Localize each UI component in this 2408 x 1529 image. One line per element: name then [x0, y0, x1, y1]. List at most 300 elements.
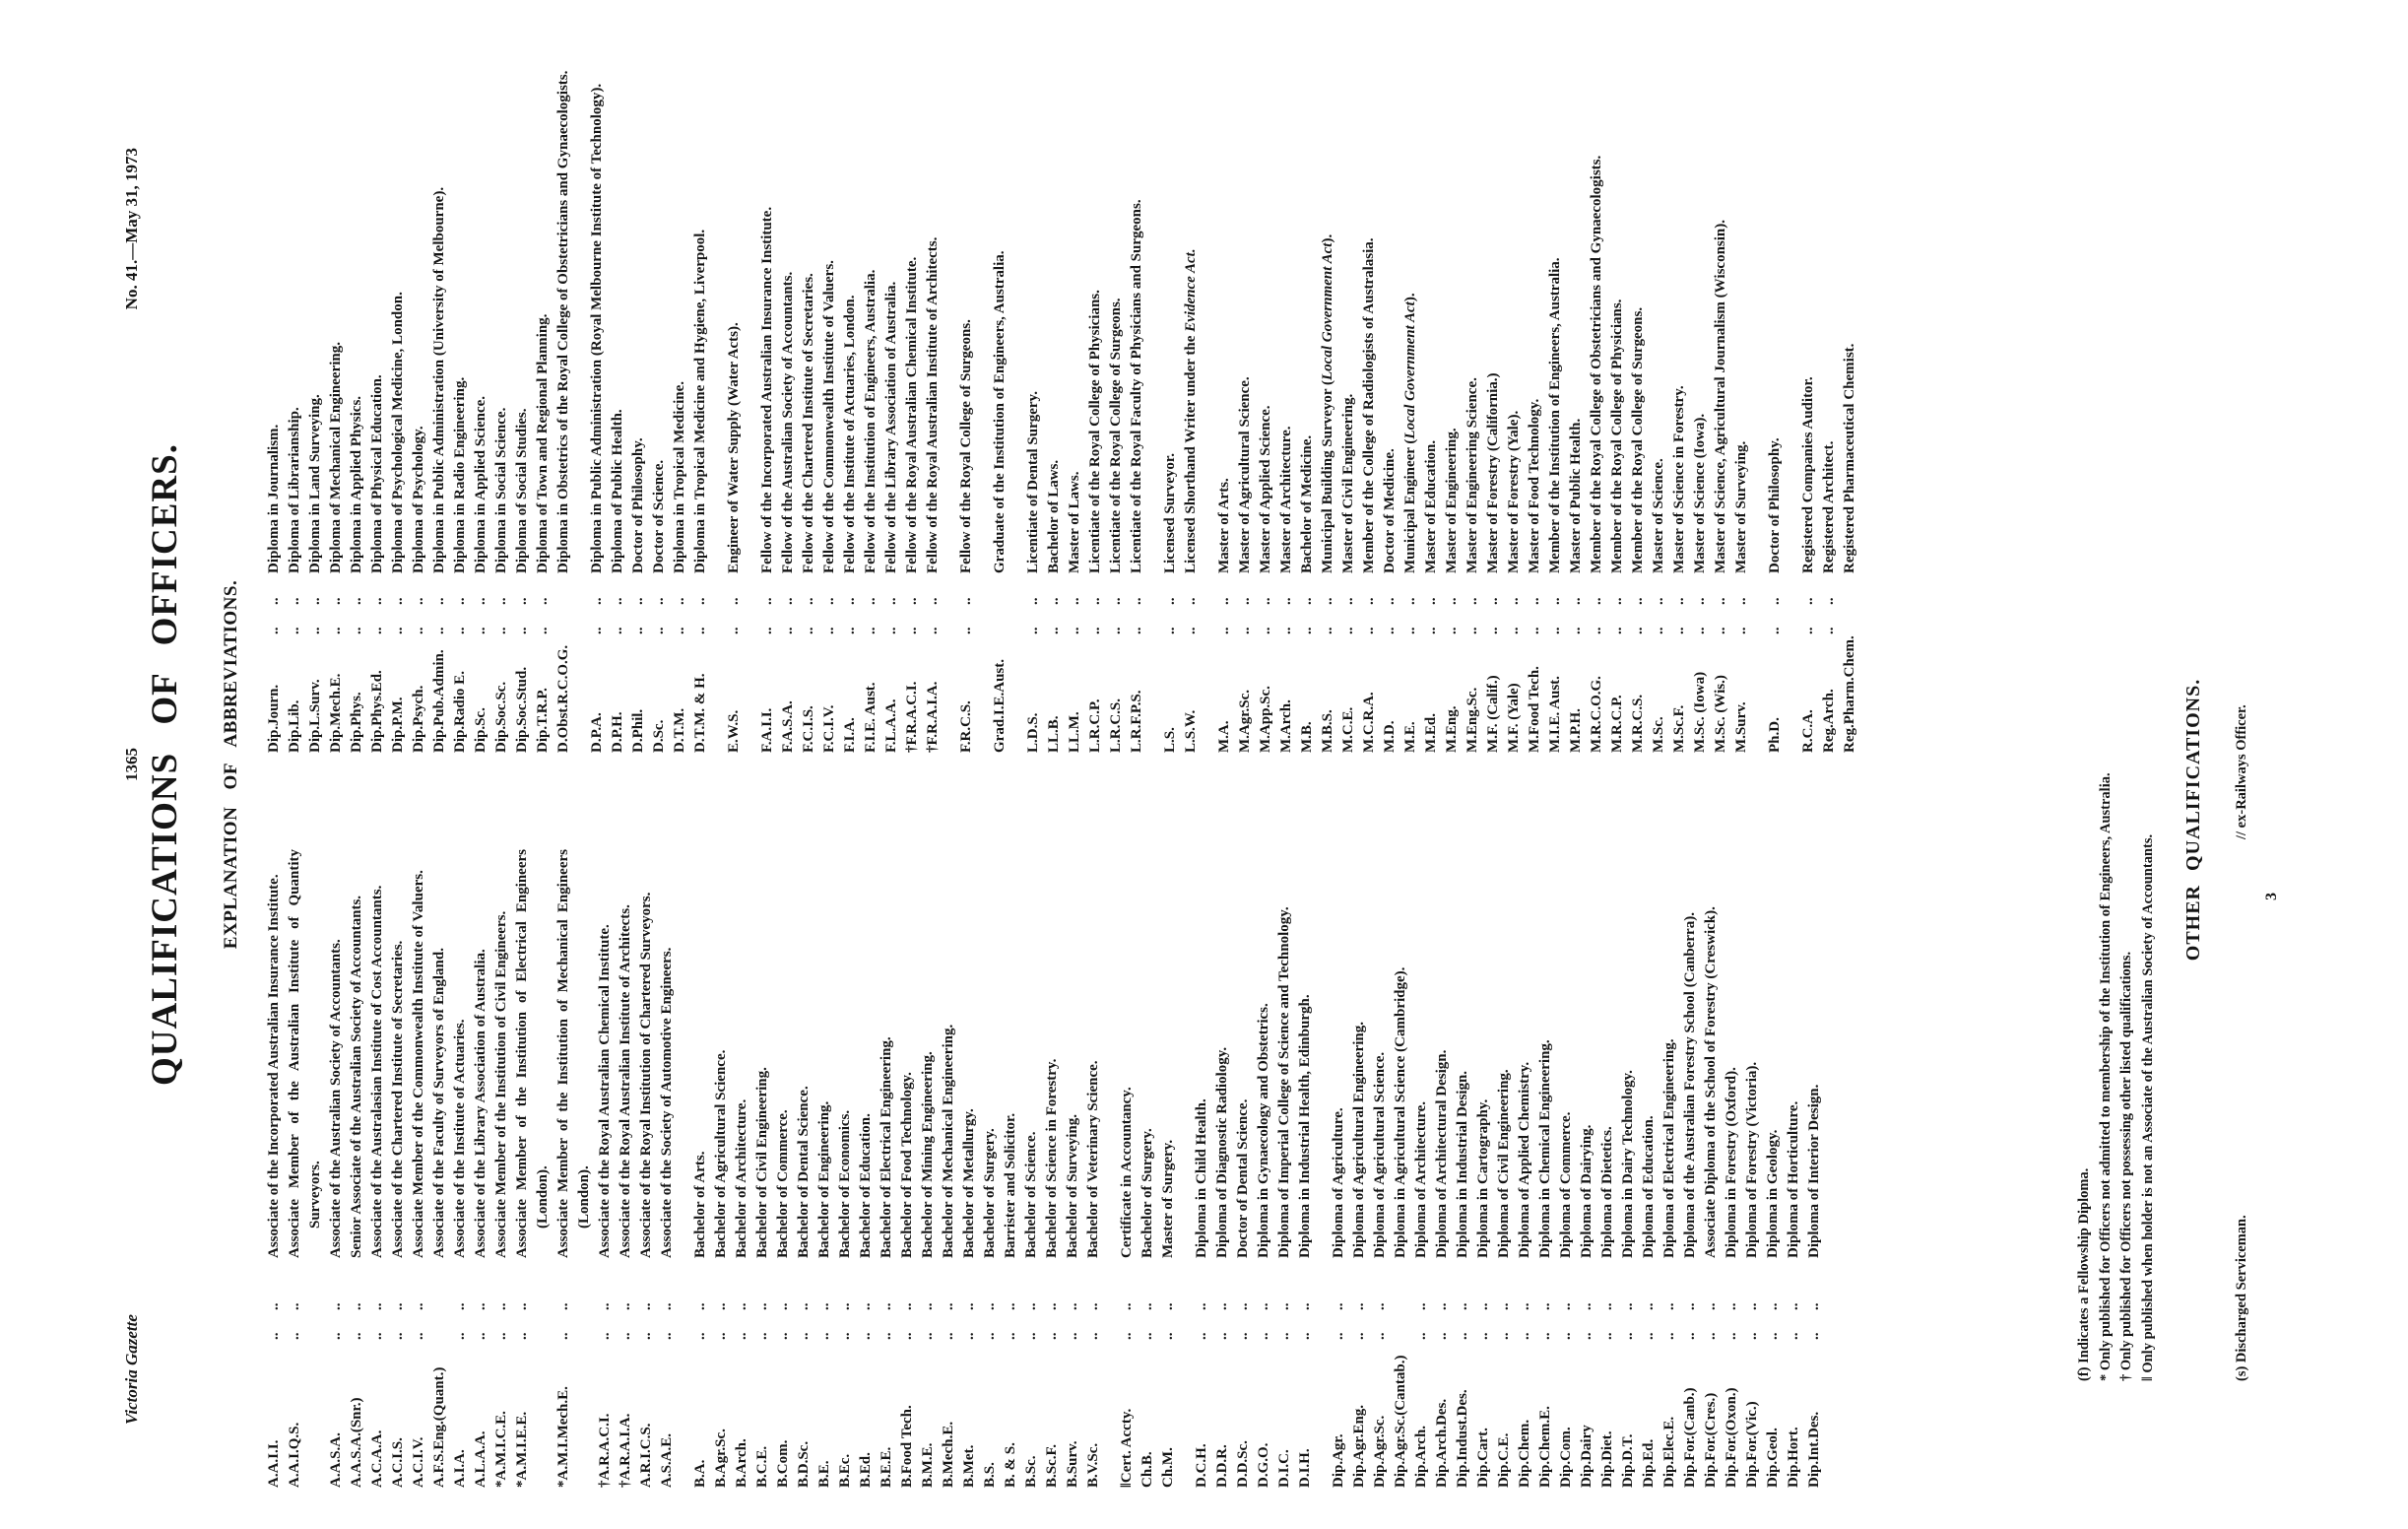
- definition: Member of the Institution of Engineers, Australia.: [1547, 257, 1563, 573]
- definition: Master of Engineering Science.: [1464, 377, 1480, 573]
- definition: Diploma of Dietetics.: [1599, 1126, 1615, 1258]
- dot-leader: .. ..: [514, 1302, 530, 1340]
- abbreviation: M.Arch.: [1278, 699, 1294, 753]
- dot-leader: .. ..: [1025, 597, 1041, 634]
- abbreviation: B.Sc.F.: [1044, 1443, 1060, 1488]
- dot-leader: .. ..: [390, 597, 406, 634]
- definition: Fellow of the Royal Australian Institute of Architects.: [925, 236, 941, 573]
- abbreviation-entry: [959, 849, 980, 1488]
- abbreviation: F.A.I.I.: [759, 707, 775, 753]
- abbreviation-entry: [1214, 33, 1235, 753]
- definition: Associate of the Library Association of Australia.: [473, 949, 488, 1258]
- abbreviation-entry: [1819, 33, 1840, 753]
- abbreviation: B.Arch.: [734, 1438, 749, 1488]
- abbreviation: Ch.B.: [1139, 1451, 1155, 1488]
- definition: Diploma in Dairy Technology.: [1620, 1070, 1636, 1258]
- definition: Diploma of Psychological Medicine, London.: [390, 292, 406, 573]
- abbreviation: Dip.Pub.Admin.: [431, 649, 447, 753]
- definition: Diploma in Land Surveying.: [307, 394, 323, 573]
- abbreviation-entry: [450, 33, 471, 753]
- dot-leader: .. ..: [883, 597, 899, 634]
- dot-leader: .. ..: [1023, 1302, 1039, 1340]
- abbreviation-entry: [1690, 33, 1711, 753]
- dot-leader: .. ..: [1278, 597, 1294, 634]
- abbreviation-entry: [471, 849, 491, 1488]
- dot-leader: .. ..: [610, 597, 625, 634]
- abbreviation-entry: [1649, 33, 1669, 753]
- dot-leader: .. ..: [1331, 1302, 1346, 1340]
- abbreviation-entry: [856, 849, 877, 1488]
- abbreviation-entry: [1044, 33, 1065, 753]
- definition: Associate of the Chartered Institute of Secretaries.: [390, 940, 406, 1258]
- abbreviation-entry: [512, 33, 533, 753]
- abbreviation: ‖Cert. Accty.: [1119, 1408, 1135, 1488]
- dot-leader: .. ..: [1108, 597, 1124, 634]
- abbreviation-entry: [533, 33, 553, 753]
- dot-leader: .. ..: [780, 597, 796, 634]
- abbreviation-entry: [1085, 33, 1106, 753]
- abbreviation-entry: [1494, 849, 1515, 1488]
- definition: Associate Member of the Australian Institute of Quantity Surveyors.: [287, 849, 323, 1258]
- dot-leader: .. ..: [1413, 1302, 1429, 1340]
- section-gap: [1786, 33, 1798, 753]
- dot-leader: .. ..: [369, 597, 385, 634]
- definition: Bachelor of Science in Forestry.: [1044, 1058, 1060, 1258]
- abbreviation: Dip.For.(Cres.): [1703, 1392, 1719, 1488]
- dot-leader: .. ..: [904, 597, 920, 634]
- abbreviation: Dip.Arch.Des.: [1434, 1398, 1450, 1488]
- abbreviation: M.D.: [1382, 720, 1398, 753]
- definition: Diploma of the Australian Forestry School (Canberra).: [1682, 912, 1698, 1258]
- abbreviation: F.I.A.: [842, 717, 858, 753]
- abbreviation-entry: [1463, 33, 1483, 753]
- abbreviation: Dip.For.(Oxon.): [1724, 1387, 1739, 1488]
- abbreviation-entry: [367, 849, 388, 1488]
- section-gap: [1147, 33, 1160, 753]
- definition: Barrister and Solicitor.: [1003, 1112, 1018, 1258]
- abbreviation: L.R.C.P.: [1087, 698, 1103, 753]
- abbreviation-entry: [690, 849, 711, 1488]
- abbreviation-entry: [1256, 33, 1276, 753]
- abbreviation: Dip.For.(Vic.): [1744, 1401, 1760, 1488]
- abbreviation-entry: [264, 33, 285, 753]
- abbreviation-entry: [587, 33, 608, 753]
- abbreviation-entry: [1701, 849, 1722, 1488]
- definition: Diploma of Agricultural Science.: [1372, 1051, 1388, 1258]
- definition: Diploma of Physical Education.: [369, 374, 385, 573]
- abbreviation: Dip.Elec.E.: [1661, 1416, 1677, 1488]
- abbreviation-entry: [923, 33, 944, 753]
- definition: Bachelor of Agricultural Science.: [713, 1049, 729, 1258]
- abbreviation-entry: [724, 33, 745, 753]
- definition: Diploma of Public Health.: [610, 409, 625, 573]
- definition: Fellow of the Institution of Engineers, Australia.: [863, 269, 879, 573]
- definition: Municipal Building Surveyor (Local Government Act).: [1320, 233, 1335, 573]
- dot-leader: .. ..: [1235, 1302, 1251, 1340]
- dot-leader: .. ..: [672, 597, 687, 634]
- definition: Licensed Surveyor.: [1162, 453, 1178, 573]
- abbreviation-entry: [1318, 33, 1338, 753]
- dot-leader: .. ..: [369, 1302, 385, 1340]
- abbreviation: Dip.Lib.: [287, 699, 302, 753]
- dot-leader: .. ..: [659, 1302, 675, 1340]
- abbreviation: M.Ed.: [1423, 712, 1439, 753]
- abbreviation-entry: [1784, 849, 1804, 1488]
- definition: Bachelor of Electrical Engineering.: [879, 1036, 894, 1258]
- abbreviation-entry: [794, 849, 814, 1488]
- ex-railways-officer-note: // ex-Railways Officer.: [2234, 704, 2249, 839]
- abbreviation-entry: [980, 849, 1001, 1488]
- abbreviation-entry: [1545, 33, 1566, 753]
- abbreviation: M.Sc.F.: [1671, 704, 1687, 753]
- dot-leader: .. ..: [1299, 597, 1315, 634]
- dot-leader: .. ..: [1713, 597, 1728, 634]
- abbreviation: †A.R.A.I.A.: [618, 1413, 633, 1488]
- dot-leader: .. ..: [1003, 1302, 1018, 1340]
- abbreviation-entry: [897, 849, 918, 1488]
- definition: Diploma in Applied Physics.: [349, 395, 364, 573]
- abbreviation-entry: [1798, 33, 1819, 753]
- abbreviation: M.R.C.O.G.: [1589, 676, 1604, 753]
- dot-leader: .. ..: [1256, 1302, 1271, 1340]
- dot-leader: .. ..: [493, 597, 509, 634]
- definition: Diploma of Town and Regional Planning.: [535, 313, 551, 573]
- abbreviation: M.Eng.: [1444, 705, 1460, 753]
- abbreviation-entry: [1160, 33, 1181, 753]
- section-gap: [1104, 849, 1117, 1488]
- abbreviation: Dip.Indust.Des.: [1455, 1389, 1470, 1488]
- definition: Bachelor of Arts.: [692, 1151, 708, 1258]
- dot-leader: .. ..: [1382, 597, 1398, 634]
- abbreviation-entry: [1763, 849, 1784, 1488]
- abbreviation: A.F.S.Eng.(Quant.): [431, 1366, 447, 1488]
- abbreviation-entry: [1556, 849, 1577, 1488]
- dot-leader: .. ..: [589, 597, 605, 634]
- page-header: [122, 0, 146, 1529]
- definition: Master of Architecture.: [1278, 426, 1294, 573]
- definition: Bachelor of Mining Engineering.: [920, 1051, 936, 1258]
- page-subtitle: EXPLANATION OF ABBREVIATIONS.: [221, 579, 241, 950]
- definition: Master of Science (Iowa).: [1692, 413, 1708, 573]
- definition: Diploma in Tropical Medicine.: [672, 380, 687, 573]
- definition: Diploma of Horticulture.: [1786, 1100, 1801, 1258]
- dot-leader: .. ..: [651, 597, 667, 634]
- abbreviation-entry: [1127, 33, 1147, 753]
- abbreviation-entry: [1607, 33, 1628, 753]
- abbreviation: Reg.Arch.: [1821, 689, 1837, 753]
- abbreviation: Dip.Soc.Stud.: [514, 666, 530, 753]
- abbreviation: Dip.D.T.: [1620, 1433, 1636, 1488]
- dot-leader: .. ..: [754, 1302, 770, 1340]
- abbreviation-entry: [616, 849, 636, 1488]
- abbreviation: M.F. (Calif.): [1485, 675, 1501, 753]
- definition: Associate of the Society of Automotive Engineers.: [659, 947, 675, 1258]
- dot-leader: .. ..: [1767, 597, 1783, 634]
- abbreviation-entry: [1442, 33, 1463, 753]
- abbreviation: Dip.Com.: [1558, 1427, 1574, 1488]
- abbreviation: LL.M.: [1067, 711, 1082, 753]
- definition: Fellow of the Commonwealth Institute of Valuers.: [821, 260, 837, 573]
- definition: Associate Diploma of the School of Forestry (Creswick).: [1703, 906, 1719, 1258]
- definition: Bachelor of Mechanical Engineering.: [941, 1024, 956, 1258]
- serviceman-line: [2234, 0, 2255, 1529]
- abbreviation: M.C.E.: [1340, 706, 1356, 753]
- abbreviation: M.Surv.: [1733, 701, 1749, 753]
- abbreviation-entry: [1001, 849, 1021, 1488]
- dot-leader: .. ..: [307, 597, 323, 634]
- abbreviation-entry: [1566, 33, 1587, 753]
- dot-leader: .. ..: [452, 597, 468, 634]
- abbreviation: F.C.I.V.: [821, 704, 837, 753]
- dot-leader: .. ..: [1506, 597, 1522, 634]
- definition: Member of the College of Radiologists of Australasia.: [1361, 237, 1377, 573]
- abbreviation: Dip.For.(Canb.): [1682, 1387, 1698, 1488]
- abbreviation-entry: [649, 33, 670, 753]
- abbreviation-entry: [1525, 33, 1545, 753]
- page-title: QUALIFICATIONS OF OFFICERS.: [145, 443, 185, 1086]
- abbreviation-entry: [840, 33, 861, 753]
- abbreviation: Dip.Geol.: [1765, 1428, 1781, 1488]
- definition: Certificate in Accountancy.: [1119, 1087, 1135, 1258]
- definition: Graduate of the Institution of Engineers, Australia.: [992, 250, 1008, 573]
- abbreviation-entry: [285, 849, 326, 1488]
- dot-leader: .. ..: [1496, 1302, 1512, 1340]
- abbreviation: B. & S.: [1003, 1442, 1018, 1488]
- abbreviation: E.W.S.: [726, 709, 742, 753]
- footnote-line: (f) Indicates a Fellowship Diploma.: [2076, 1167, 2092, 1381]
- abbreviation-entry: [1042, 849, 1063, 1488]
- abbreviation: M.R.C.P.: [1609, 695, 1625, 753]
- dot-leader: .. ..: [411, 597, 426, 634]
- abbreviation: B.E.E.: [879, 1446, 894, 1488]
- abbreviation: Dip.Radio E.: [452, 671, 468, 753]
- abbreviation: Dip.Soc.Sc.: [493, 681, 509, 753]
- dot-leader: .. ..: [1119, 1302, 1135, 1340]
- abbreviation: †A.R.A.C.I.: [597, 1413, 613, 1488]
- abbreviation: A.S.A.E.: [659, 1432, 675, 1488]
- abbreviation: F.I.E. Aust.: [863, 682, 879, 753]
- abbreviation: Dip.Sc.: [473, 707, 488, 753]
- section-gap: [944, 33, 956, 753]
- definition: Associate of the Australian Society of Accountants.: [328, 939, 344, 1258]
- abbreviation-entry: [1742, 849, 1763, 1488]
- abbreviation-entry: [1370, 849, 1391, 1488]
- dot-leader: .. ..: [1351, 1302, 1367, 1340]
- abbreviation: M.E.: [1402, 721, 1418, 753]
- abbreviation: *A.M.I.C.E.: [493, 1411, 509, 1488]
- abbreviation-entry: [1628, 33, 1649, 753]
- abbreviation: A.C.I.S.: [390, 1437, 406, 1488]
- abbreviation: Dip.Journ.: [266, 684, 282, 753]
- abbreviation: D.Phil.: [630, 708, 646, 753]
- page-number: 3: [2263, 893, 2280, 900]
- definition: Diploma in Applied Science.: [473, 395, 488, 573]
- dot-leader: .. ..: [1568, 597, 1584, 634]
- abbreviation: A.I.A.: [452, 1449, 468, 1488]
- abbreviation-entry: [1411, 849, 1432, 1488]
- abbreviation: LL.B.: [1046, 715, 1062, 753]
- abbreviation-entry: [1065, 33, 1085, 753]
- abbreviation: Dip.Ed.: [1641, 1438, 1657, 1488]
- abbreviation-entry: [608, 33, 628, 753]
- abbreviation-entry: [347, 33, 367, 753]
- abbreviation-entry: [1276, 33, 1297, 753]
- abbreviation-entry: [1212, 849, 1233, 1488]
- section-gap: [1752, 33, 1765, 753]
- dot-leader: .. ..: [1434, 1302, 1450, 1340]
- abbreviation-entry: [990, 33, 1010, 753]
- dot-leader: .. ..: [1276, 1302, 1292, 1340]
- dot-leader: .. ..: [287, 1302, 302, 1340]
- dot-leader: .. ..: [597, 1302, 613, 1340]
- abbreviation: Dip.L.Surv.: [307, 679, 323, 753]
- abbreviation-entry: [778, 33, 799, 753]
- abbreviation-entry: [1804, 849, 1825, 1488]
- abbreviation: A.R.I.C.S.: [638, 1423, 654, 1488]
- abbreviation-entry: [861, 33, 881, 753]
- abbreviation: B.Sc.: [1023, 1455, 1039, 1488]
- dot-leader: .. ..: [328, 597, 344, 634]
- definition: Master of Forestry (California.): [1485, 372, 1501, 573]
- dot-leader: .. ..: [1087, 597, 1103, 634]
- section-gap: [1179, 849, 1192, 1488]
- definition: Diploma in Radio Engineering.: [452, 376, 468, 573]
- definition: Master of Surgery.: [1160, 1139, 1176, 1258]
- abbreviation-entry: [471, 33, 491, 753]
- abbreviation-entry: [918, 849, 939, 1488]
- abbreviation-entry: [1400, 33, 1421, 753]
- abbreviation-entry: [1391, 849, 1411, 1488]
- dot-leader: .. ..: [1821, 597, 1837, 634]
- abbreviation-entry: [956, 33, 977, 753]
- dot-leader: .. ..: [1183, 597, 1199, 634]
- definition: Diploma in Public Administration (University of Melbourne).: [431, 186, 447, 573]
- definition: Bachelor of Laws.: [1046, 459, 1062, 573]
- abbreviation-entry: [1329, 849, 1349, 1488]
- definition: Engineer of Water Supply (Water Acts).: [726, 322, 742, 573]
- definition: Diploma in Tropical Medicine and Hygiene, Liverpool.: [692, 229, 708, 573]
- abbreviation: D.T.M. & H.: [692, 673, 708, 753]
- abbreviation-entry: [690, 33, 711, 753]
- abbreviation-entry: [1021, 849, 1042, 1488]
- abbreviation-entry: [409, 849, 429, 1488]
- footnote-line: ‖ Only published when holder is not an Associate of the Australian Society of Accountants.: [2139, 833, 2156, 1381]
- definition: Diploma of Librarianship.: [287, 407, 302, 573]
- definition: Bachelor of Architecture.: [734, 1098, 749, 1258]
- definition: Senior Associate of the Australian Society of Accountants.: [349, 895, 364, 1258]
- abbreviation: B.D.Sc.: [796, 1440, 812, 1488]
- definition: Member of the Royal College of Obstetricians and Gynaecologists.: [1589, 155, 1604, 573]
- abbreviation: A.A.S.A.(Snr.): [349, 1397, 364, 1488]
- abbreviation-entry: [1731, 33, 1752, 753]
- abbreviation-entry: [1711, 33, 1731, 753]
- abbreviation-entry: [1181, 33, 1202, 753]
- abbreviation: L.S.W.: [1183, 709, 1199, 753]
- dot-leader: .. ..: [1475, 1302, 1491, 1340]
- abbreviation: B.S.: [982, 1462, 998, 1488]
- dot-leader: .. ..: [1455, 1302, 1470, 1340]
- dot-leader: .. ..: [726, 597, 742, 634]
- definition: Fellow of the Incorporated Australian Insurance Institute.: [759, 206, 775, 573]
- dot-leader: .. ..: [618, 1302, 633, 1340]
- abbreviation: M.B.S.: [1320, 709, 1335, 753]
- abbreviation-entry: [1421, 33, 1442, 753]
- dot-leader: .. ..: [1340, 597, 1356, 634]
- abbreviation: Dip.Chem.E.: [1537, 1406, 1553, 1488]
- abbreviation-entry: [1680, 849, 1701, 1488]
- section-gap: [678, 849, 690, 1488]
- definition: Fellow of the Institute of Actuaries, London.: [842, 295, 858, 573]
- abbreviation: B.Agr.Sc.: [713, 1429, 729, 1488]
- dot-leader: .. ..: [961, 1302, 977, 1340]
- dot-leader: .. ..: [493, 1302, 509, 1340]
- abbreviation: Dip.Chem.: [1517, 1419, 1532, 1488]
- abbreviation: M.P.H.: [1568, 708, 1584, 753]
- definition: Associate of the Incorporated Australian Insurance Institute.: [266, 874, 282, 1258]
- abbreviation: M.App.Sc.: [1258, 686, 1273, 753]
- abbreviation: Dip.Arch.: [1413, 1425, 1429, 1488]
- dot-leader: .. ..: [837, 1302, 853, 1340]
- definition: Licentiate of the Royal Faculty of Physicians and Surgeons.: [1129, 199, 1144, 573]
- abbreviation: Dip.Phys.: [349, 692, 364, 753]
- abbreviation: A.A.S.A.: [328, 1432, 344, 1488]
- abbreviation-entry: [512, 849, 553, 1488]
- abbreviation: B.Ed.: [858, 1452, 874, 1488]
- abbreviation-entry: [1432, 849, 1453, 1488]
- footnotes: [2074, 140, 2159, 1381]
- abbreviation: M.Eng.Sc.: [1464, 687, 1480, 753]
- definition: Member of the Royal College of Physicians.: [1609, 299, 1625, 573]
- dot-leader: .. ..: [1692, 597, 1708, 634]
- dot-leader: .. ..: [1765, 1302, 1781, 1340]
- abbreviation-entry: [1117, 849, 1138, 1488]
- definition: Bachelor of Science.: [1023, 1131, 1039, 1258]
- abbreviation-entry: [902, 33, 923, 753]
- abbreviation: Dip.Agr.: [1331, 1433, 1346, 1488]
- abbreviation: Dip.P.M.: [390, 697, 406, 753]
- dot-leader: .. ..: [1044, 1302, 1060, 1340]
- abbreviation-entry: [752, 849, 773, 1488]
- definition: Associate Member of the Commonwealth Institute of Valuers.: [411, 870, 426, 1258]
- abbreviation: Dip.Agr.Sc.(Cantab.): [1393, 1355, 1408, 1488]
- abbreviation: A.A.I.I.: [266, 1439, 282, 1488]
- definition: Bachelor of Civil Engineering.: [754, 1067, 770, 1258]
- dot-leader: .. ..: [1547, 597, 1563, 634]
- definition: Diploma in Industrial Health, Edinburgh.: [1297, 994, 1313, 1258]
- definition: Diploma of Electrical Engineering.: [1661, 1038, 1677, 1258]
- abbreviation: F.R.C.S.: [958, 700, 974, 753]
- dot-leader: .. ..: [1444, 597, 1460, 634]
- dot-leader: .. ..: [692, 597, 708, 634]
- definition: Associate of the Royal Australian Chemical Institute.: [597, 924, 613, 1258]
- abbreviation: B.Mech.E.: [941, 1421, 956, 1488]
- dot-leader: .. ..: [1129, 597, 1144, 634]
- abbreviation-entry: [1158, 849, 1179, 1488]
- abbreviation-entry: [1274, 849, 1295, 1488]
- dot-leader: .. ..: [287, 597, 302, 634]
- definition: Diploma of Psychology.: [411, 426, 426, 573]
- abbreviation-entry: [628, 33, 649, 753]
- abbreviation: D.P.A.: [589, 712, 605, 753]
- abbreviation: Dip.Diet.: [1599, 1430, 1615, 1488]
- definition: Master of Laws.: [1067, 471, 1082, 573]
- abbreviation-entry: [1235, 33, 1256, 753]
- abbreviation: F.L.A.A.: [883, 698, 899, 753]
- dot-leader: .. ..: [821, 597, 837, 634]
- definition: Associate of the Faculty of Surveyors of England.: [431, 948, 447, 1258]
- definition: Master of Public Health.: [1568, 418, 1584, 573]
- dot-leader: .. ..: [858, 1302, 874, 1340]
